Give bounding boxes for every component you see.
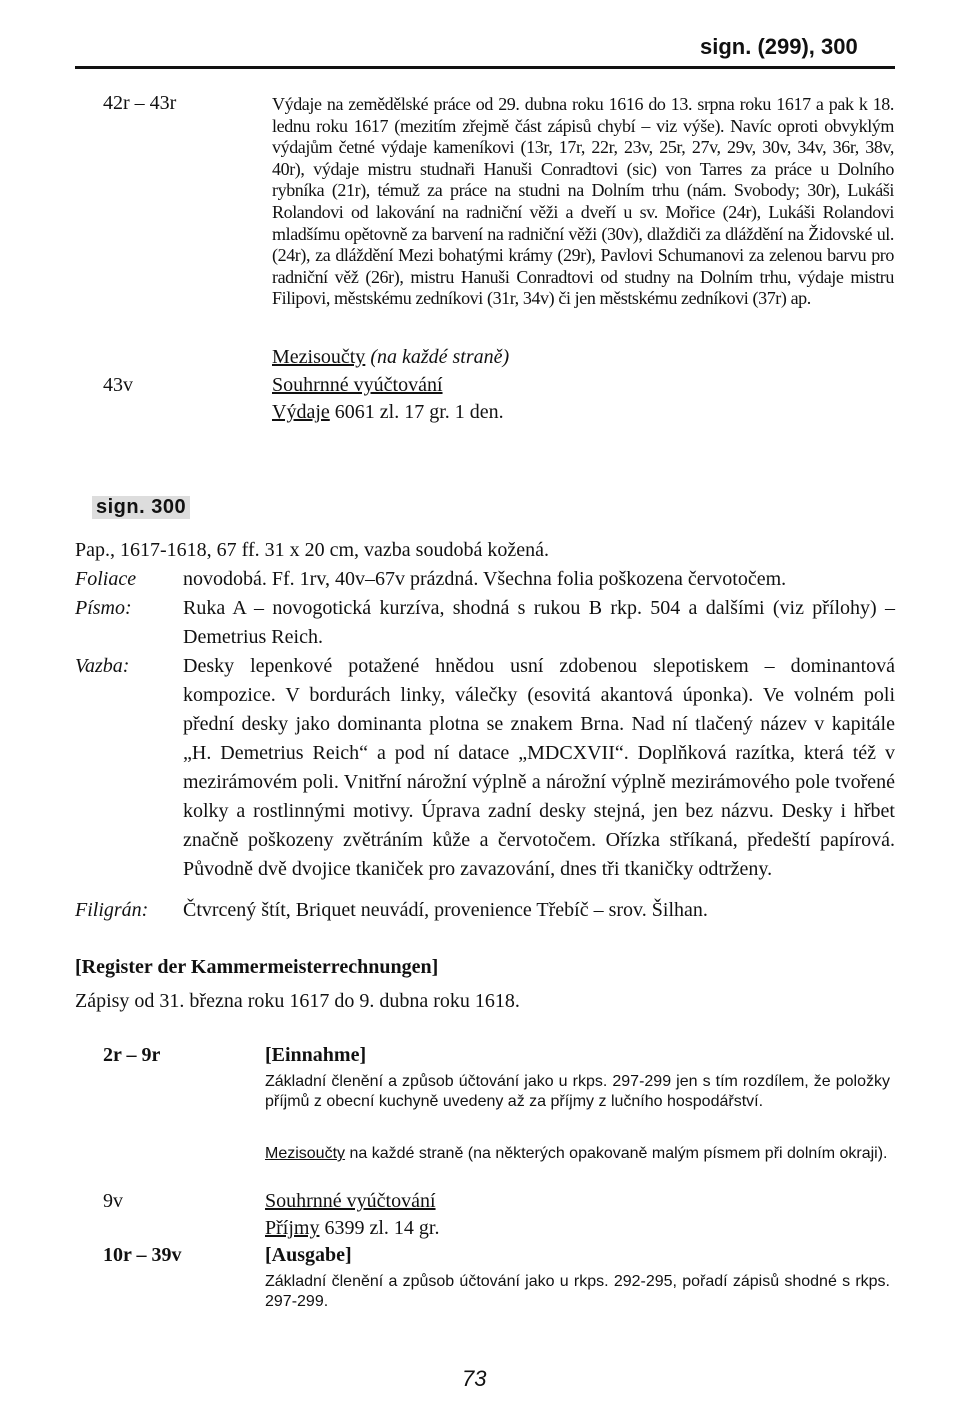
description-text: novodobá. Ff. 1rv, 40v–67v prázdná. Všechna folia poškozena červotočem. xyxy=(183,568,787,590)
folio-label: 9v xyxy=(103,1190,123,1212)
summary-label: Souhrnné vyúčtování xyxy=(272,374,443,396)
register-span: Zápisy od 31. března roku 1617 do 9. dubna roku 1618. xyxy=(75,990,520,1012)
folio-label: 2r – 9r xyxy=(103,1044,161,1066)
entry-text: Základní členění a způsob účtování jako u rkps. 297-299 jen s tím rozdílem, že položky příjmů z obecní kuchyně uvedeny až za příjmy z lučního hospodářství. xyxy=(265,1073,890,1110)
running-header: sign. (299), 300 xyxy=(700,34,858,59)
description-row xyxy=(75,594,895,654)
entry-text: Základní členění a způsob účtování jako u rkps. 292-295, pořadí zápisů shodné s rkps. 297-299. xyxy=(265,1273,890,1310)
folio-label: 42r – 43r xyxy=(103,92,177,114)
entry-text: Výdaje na zemědělské práce od 29. dubna roku 1616 do 13. srpna roku 1617 a pak k 18. lednu roku 1617 (mezitím zřejmě část zápisů chybí – viz výše). Navíc oproti obvyklým výdajům četné výdaje kameníkovi (13r, 17r, 22r, 23v, 25r, 27v, 29v, 30v, 34v, 36r, 38v, 40r), výdaje mistru studnaři Hanuši Conradtovi (sic) von Tarres za práce u Dolního rybníka (21r), témuž za práce na studni na Dolním trhu (nám. Svobody; 30r), Lukáši Rolandovi od lakování na radniční věži a dveří u sv. Mořice (24r), Lukáši Rolandovi mladšímu opětovně za barvení na radniční věži (30v), dlaždiči za dláždění na Židovské ul. (24r), za dláždění Mezi bohatými krámy (29r), Pavlovi Schumanovi za zelenou barvu pro radniční věž (26r), mistru Hanuši Conradtovi od studny na Dolním trhu, výdaje mistru Filipovi, městskému zedníkovi (31r, 34v) či jen městskému zedníkovi (37r) ap. xyxy=(272,94,894,309)
description-label: Vazba: xyxy=(75,655,130,677)
page-number: 73 xyxy=(462,1366,487,1391)
description-label: Filigrán: xyxy=(75,899,149,921)
subtotals-note: (na každé straně) xyxy=(370,346,510,368)
folio-label: 10r – 39v xyxy=(103,1244,182,1266)
income-label: Příjmy xyxy=(265,1217,320,1239)
subtotals-line xyxy=(272,346,509,369)
subtotals-label: Mezisoučty xyxy=(265,1145,346,1162)
section-heading: [Einnahme] xyxy=(265,1044,367,1066)
description-row xyxy=(75,565,895,595)
header-rule xyxy=(75,66,895,69)
description-label: Foliace xyxy=(75,568,137,590)
subtotals-label: Mezisoučty xyxy=(272,346,366,368)
description-row xyxy=(75,652,895,892)
section-heading: [Ausgabe] xyxy=(265,1244,352,1266)
income-line xyxy=(265,1217,439,1240)
physical-description xyxy=(75,536,895,565)
expenses-label: Výdaje xyxy=(272,401,330,423)
physical-text: Pap., 1617-1618, 67 ff. 31 x 20 cm, vazba soudobá kožená. xyxy=(75,539,549,561)
description-label: Písmo: xyxy=(75,597,132,619)
folio-label: 43v xyxy=(103,374,133,396)
description-text: Ruka A – novogotická kurzíva, shodná s rukou B rkp. 504 a dalšími (viz přílohy) – Demetrius Reich. xyxy=(183,597,895,648)
expenses-line xyxy=(272,401,504,424)
description-row xyxy=(75,896,895,926)
register-title: [Register der Kammermeisterrechnungen] xyxy=(75,956,439,978)
summary-label: Souhrnné vyúčtování xyxy=(265,1190,436,1212)
description-text: Čtvrcený štít, Briquet neuvádí, provenience Třebíč – srov. Šilhan. xyxy=(183,899,708,921)
description-text: Desky lepenkové potažené hnědou usní zdobenou slepotiskem – dominantová kompozice. V bordurách linky, válečky (esovitá akantová úponka). Ve volném poli přední desky jako dominanta plotna se znakem Brna. Nad ní tlačený název v kapitále „H. Demetrius Reich“ a pod ní datace „MDCXVII“. Doplňková razítka, která též v mezirámovém poli. Vnitřní nárožní výplně a nárožní výplně mezirámového pole tvořené kolky a rostlinnými motivy. Úprava zadní desky stejná, jen bez názvu. Desky i hřbet značně poškozeny zvětráním kůže a červotočem. Ořízka stříkaná, předeští papírová. Původně dvě dvojice tkaniček pro zavazování, dnes tři tkaničky odtrženy. xyxy=(183,655,895,880)
subtotals-text: na každé straně (na některých opakovaně malým písmem při dolním okraji). xyxy=(349,1145,888,1162)
expenses-value: 6061 zl. 17 gr. 1 den. xyxy=(334,401,504,423)
signature-heading: sign. 300 xyxy=(92,496,190,519)
income-value: 6399 zl. 14 gr. xyxy=(324,1217,440,1239)
subtotals-line xyxy=(265,1144,890,1164)
